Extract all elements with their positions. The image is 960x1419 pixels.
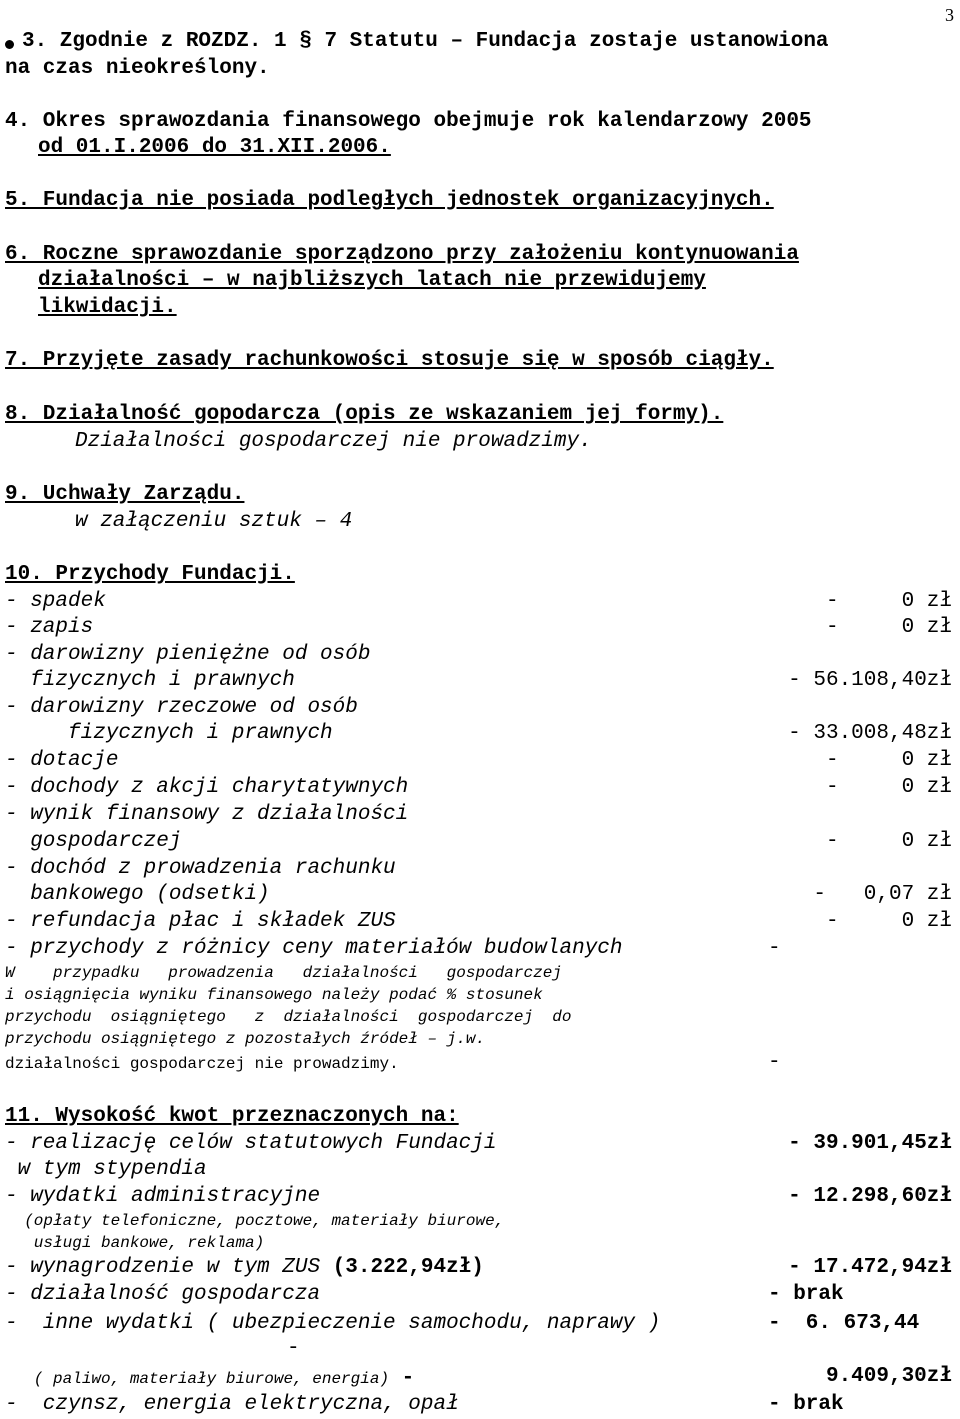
expense-row-extra: - xyxy=(389,1367,415,1390)
income-row-label: - spadek xyxy=(5,590,106,613)
expense-row-label-text: ( paliwo, materiały biurowe, energia) xyxy=(5,1370,390,1388)
income-row-label: - refundacja płac i składek ZUS xyxy=(5,910,396,933)
dash-line: - xyxy=(287,1337,300,1360)
income-row-label-cont: bankowego (odsetki) xyxy=(5,883,270,906)
expense-row-value: 9.409,30zł xyxy=(825,1365,952,1388)
income-row-label: - dochód z prowadzenia rachunku xyxy=(5,857,396,880)
income-row-value: - 0 zł xyxy=(825,776,952,799)
income-row-label: - wynik finansowy z działalności xyxy=(5,803,409,826)
section-9-text: w załączeniu sztuk – 4 xyxy=(75,510,353,533)
income-row-label: - przychody z różnicy ceny materiałów budowlanych xyxy=(5,937,623,960)
income-row-label-cont: gospodarczej xyxy=(5,830,182,853)
section-3-line1: 3. Zgodnie z ROZDZ. 1 § 7 Statutu – Fundacja zostaje ustanowiona xyxy=(22,30,829,53)
income-row-value: - 0 zł xyxy=(825,590,952,613)
section-4-line2: od 01.I.2006 do 31.XII.2006. xyxy=(38,136,391,159)
section-9-heading: 9. Uchwały Zarządu. xyxy=(5,483,245,506)
expense-row-value: - 12.298,60zł xyxy=(788,1185,952,1208)
note-line: W przypadku prowadzenia działalności gospodarczej xyxy=(5,964,562,982)
section-5-line1: 5. Fundacja nie posiada podległych jednostek organizacyjnych. xyxy=(5,189,774,212)
income-row-label: - dotacje xyxy=(5,749,119,772)
section-11-heading: 11. Wysokość kwot przeznaczonych na: xyxy=(5,1105,459,1128)
income-row-value: - 56.108,40zł xyxy=(788,669,952,692)
income-row-label-cont: fizycznych i prawnych xyxy=(5,722,333,745)
bullet-icon xyxy=(5,40,14,49)
section-10-heading: 10. Przychody Fundacji. xyxy=(5,563,295,586)
expense-row-label: - realizację celów statutowych Fundacji xyxy=(5,1132,497,1155)
note-line: i osiągnięcia wyniku finansowego należy podać % stosunek xyxy=(5,986,543,1004)
expense-row-label xyxy=(5,1366,414,1392)
section-7-line1: 7. Przyjęte zasady rachunkowości stosuje się w sposób ciągły. xyxy=(5,349,774,372)
note-value: - xyxy=(768,1051,781,1074)
income-row-value: - 0 zł xyxy=(825,910,952,933)
expense-row-value: - 6. 673,44 xyxy=(768,1312,920,1335)
section-8-text: Działalności gospodarczej nie prowadzimy. xyxy=(75,430,592,453)
income-row-value: - 0 zł xyxy=(825,749,952,772)
income-row-value: - 33.008,48zł xyxy=(788,722,952,745)
expense-row-label: - czynsz, energia elektryczna, opał xyxy=(5,1393,459,1416)
income-row-value: - 0 zł xyxy=(825,830,952,853)
section-6-line1: 6. Roczne sprawozdanie sporządzono przy założeniu kontynuowania xyxy=(5,243,799,266)
expense-row-value: - 39.901,45zł xyxy=(788,1132,952,1155)
section-6-line3: likwidacji. xyxy=(38,296,177,319)
income-row-label: - darowizny pieniężne od osób xyxy=(5,643,371,666)
income-row-value: - 0,07 zł xyxy=(813,883,952,906)
note-line: przychodu osiągniętego z pozostałych źródeł – j.w. xyxy=(5,1030,486,1048)
note-line: przychodu osiągniętego z działalności gospodarczej do xyxy=(5,1008,572,1026)
expense-row-label: - inne wydatki ( ubezpieczenie samochodu, naprawy ) xyxy=(5,1312,661,1335)
section-8-heading: 8. Działalność gopodarcza (opis ze wskazaniem jej formy). xyxy=(5,403,724,426)
expense-row-value: - brak xyxy=(768,1393,844,1416)
income-row-label-cont: fizycznych i prawnych xyxy=(5,669,295,692)
expense-row-label-text: - wynagrodzenie w tym ZUS xyxy=(5,1256,321,1279)
expense-row-note: usługi bankowe, reklama) xyxy=(5,1234,265,1252)
expense-row-value: - 17.472,94zł xyxy=(788,1256,952,1279)
expense-row-label: - działalność gospodarcza xyxy=(5,1283,321,1306)
section-4-line1: 4. Okres sprawozdania finansowego obejmuje rok kalendarzowy 2005 xyxy=(5,110,812,133)
income-row-label: - darowizny rzeczowe od osób xyxy=(5,696,358,719)
income-row-value: - 0 zł xyxy=(825,616,952,639)
section-6-line2: działalności – w najbliższych latach nie przewidujemy xyxy=(38,269,706,292)
expense-row-label xyxy=(5,1255,484,1281)
income-row-label: - zapis xyxy=(5,616,94,639)
note-line: działalności gospodarczej nie prowadzimy. xyxy=(5,1055,399,1073)
income-row-label: - dochody z akcji charytatywnych xyxy=(5,776,409,799)
expense-row-value: - brak xyxy=(768,1283,844,1306)
page-number: 3 xyxy=(945,5,954,25)
expense-row-label: w tym stypendia xyxy=(5,1158,207,1181)
section-3-line2: na czas nieokreślony. xyxy=(5,57,270,80)
expense-row-label: - wydatki administracyjne xyxy=(5,1185,321,1208)
income-row-value: - xyxy=(768,937,781,960)
expense-row-extra: (3.222,94zł) xyxy=(320,1256,484,1279)
expense-row-note: (opłaty telefoniczne, pocztowe, materiały biurowe, xyxy=(5,1212,505,1230)
